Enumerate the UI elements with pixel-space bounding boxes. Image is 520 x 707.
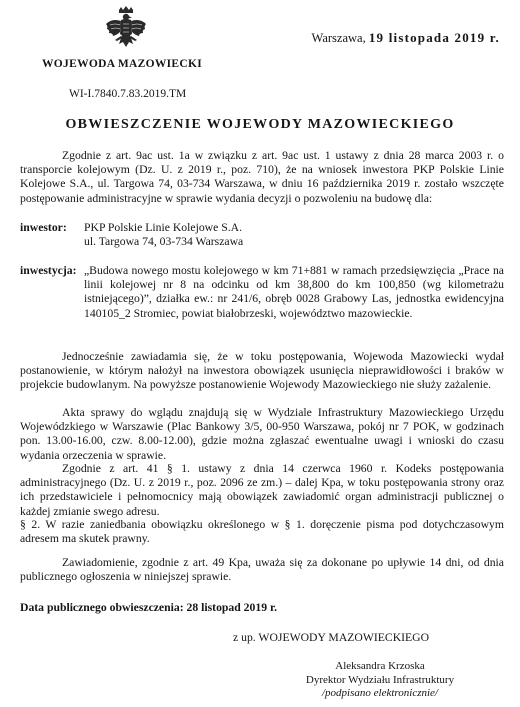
city: Warszawa,	[311, 31, 366, 45]
investor-details	[84, 221, 504, 249]
investor-name: PKP Polskie Linie Kolejowe S.A.	[84, 221, 242, 234]
place-and-date	[312, 30, 500, 46]
paragraph-address-change: Zgodnie z art. 41 § 1. ustawy z dnia 14 czerwca 1960 r. Kodeks postępowania administracyjnego (Dz. U. z 2019 r., poz. 2096 ze zm.) – dalej Kpa, w toku postępowania strony oraz ich przedstawiciele i pełnomocnicy mają obowiązek zawiadomić organ administracji publicznej o każdej zmianie swego adresu.	[20, 462, 504, 518]
investor-label: inwestor:	[20, 221, 67, 234]
organization-name: WOJEWODA MAZOWIECKI	[42, 58, 203, 70]
signer-position: Dyrektor Wydziału Infrastruktury	[305, 673, 455, 686]
publication-date: Data publicznego obwieszczenia: 28 listopad 2019 r.	[20, 601, 278, 614]
investment-description: „Budowa nowego mostu kolejowego w km 71+881 w ramach przedsięwzięcia „Prace na linii kolejowej nr 8 na odcinku od km 38,800 do km 100,850 (wg kilometrażu istniejącego)”, działka ew.: nr 241/6, obręb 0028 Grabowy Las, jednostka ewidencyjna 140105_2 Stromiec, powiat białobrzeski, województwo mazowieckie.	[84, 264, 504, 320]
signature-block	[250, 660, 510, 701]
intro-paragraph: Zgodnie z art. 9ac ust. 1a w związku z art. 9ac ust. 1 ustawy z dnia 28 marca 2003 r. o transporcie kolejowym (Dz. U. z 2019 r., poz. 710), że na wniosek inwestora PKP Polskie Linie Kolejowe S.A., ul. Targowa 74, 03-734 Warszawa, w dniu 16 października 2019 r. zostało wszczęte postępowanie administracyjne w sprawie wydania decyzji o pozwoleniu na budowę dla:	[20, 149, 504, 205]
investor-address: ul. Targowa 74, 03-734 Warszawa	[84, 235, 244, 249]
signer-name: Aleksandra Krzoska	[335, 660, 425, 672]
paragraph-section-2: § 2. W razie zaniedbania obowiązku określonego w § 1. doręczenie pisma pod dotychczasowym adresem ma skutek prawny.	[20, 518, 504, 546]
case-reference: WI-I.7840.7.83.2019.TM	[69, 88, 187, 100]
paragraph-case-files: Akta sprawy do wglądu znajdują się w Wydziale Infrastruktury Mazowieckiego Urzędu Wojewódzkiego w Warszawie (Plac Bankowy 3/5, 00-950 Warszawa, pokój nr 7 POK, w godzinach pon. 13.00-16.00, czw. 8.00-12.00), gdzie można zgłaszać ewentualne uwagi i wnioski do czasu wydania orzeczenia w sprawie.	[20, 406, 504, 462]
on-behalf-of: z up. WOJEWODY MAZOWIECKIEGO	[233, 631, 430, 644]
electronic-signature-note: /podpisano elektronicznie/	[322, 687, 438, 699]
paragraph-delivery: Zawiadomienie, zgodnie z art. 49 Kpa, uważa się za dokonane po upływie 14 dni, od dnia publicznego ogłoszenia w niniejszej sprawie.	[20, 556, 504, 584]
paragraph-notification: Jednocześnie zawiadamia się, że w toku postępowania, Wojewoda Mazowiecki wydał postanowienie, w którym nałożył na inwestora obowiązek usunięcia nieprawidłowości i braków w projekcie budowlanym. Na powyższe postanowienie Wojewody Mazowieckiego nie służy zażalenie.	[20, 350, 504, 392]
document-title: OBWIESZCZENIE WOJEWODY MAZOWIECKIEGO	[65, 117, 455, 132]
investment-label: inwestycja:	[20, 264, 77, 277]
document-date: 19 listopada 2019 r.	[368, 30, 500, 45]
polish-eagle-emblem-icon	[104, 6, 148, 58]
